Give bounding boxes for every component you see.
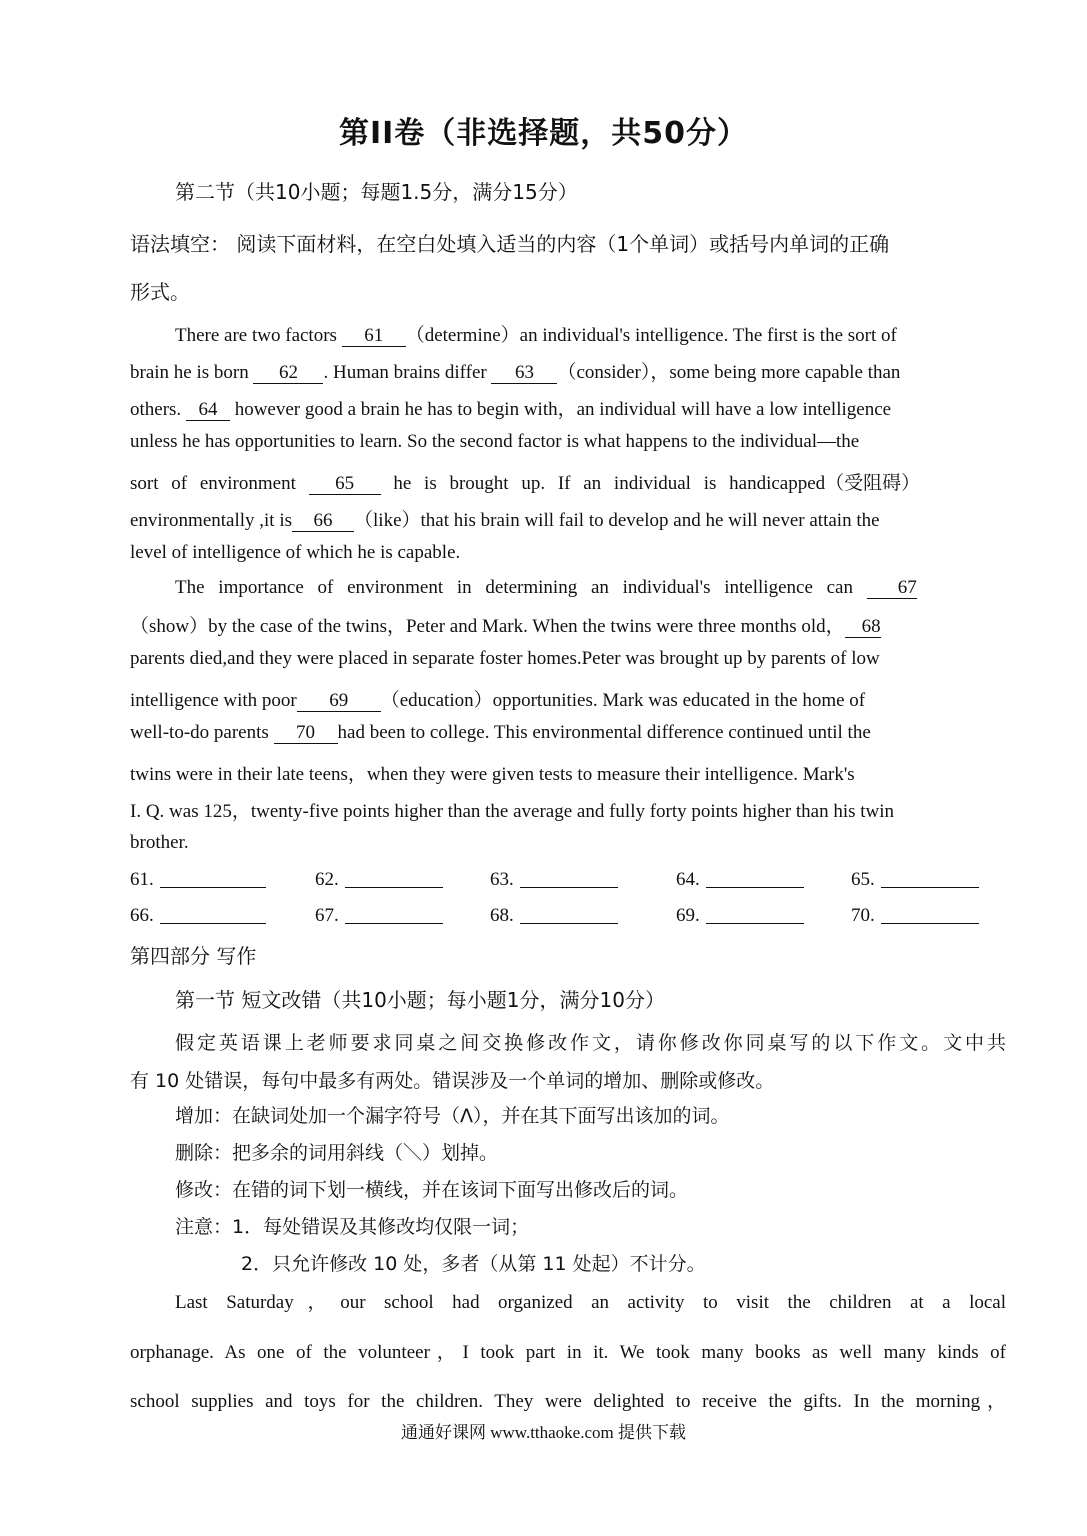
blank-70: 70 — [274, 723, 338, 744]
answer-blank-69[interactable]: 69. — [676, 905, 804, 927]
blank-62: 62 — [253, 363, 323, 384]
answer-blank-66[interactable]: 66. — [130, 905, 266, 927]
essay-line: school supplies and toys for the children. They were delighted to receive the gifts. In the morning， — [130, 1391, 1006, 1412]
passage-line: twins were in their late teens，when they were given tests to measure their intelligence. Mark's — [130, 764, 855, 785]
blank-68: 68 — [845, 617, 881, 638]
passage-line: brain he is born 62 . Human brains differ 63 （consider），some being more capable than — [130, 362, 901, 383]
essay-line: Last Saturday，our school had organized an activity to visit the children at a local — [175, 1292, 1006, 1313]
instruction-line-1: 语法填空： 阅读下面材料，在空白处填入适当的内容（1个单词）或括号内单词的正确 — [130, 232, 890, 256]
answer-blank-65[interactable]: 65. — [851, 869, 979, 891]
note-1: 注意：1．每处错误及其修改均仅限一词； — [175, 1216, 530, 1238]
essay-line: orphanage. As one of the volunteer，I took part in it. We took many books as well many kinds of — [130, 1342, 1006, 1363]
instruction-line-2: 形式。 — [130, 280, 190, 304]
answer-blank-62[interactable]: 62. — [315, 869, 443, 891]
instruction-paragraph: 假定英语课上老师要求同桌之间交换修改作文，请你修改你同桌写的以下作文。文中共 — [175, 1032, 1006, 1054]
page-title: 第II卷（非选择题，共50分） — [338, 116, 749, 151]
passage-line: unless he has opportunities to learn. So the second factor is what happens to the individual—the — [130, 431, 860, 452]
rule-add: 增加：在缺词处加一个漏字符号（Λ），并在其下面写出该加的词。 — [175, 1105, 730, 1127]
passage-line: I. Q. was 125，twenty-five points higher than the average and fully forty points higher than his twin — [130, 801, 895, 822]
answer-blank-70[interactable]: 70. — [851, 905, 979, 927]
section1-header: 第一节 短文改错（共10小题；每小题1分，满分10分） — [175, 988, 665, 1012]
passage-line: others. 64 however good a brain he has to begin with，an individual will have a low intelligence — [130, 399, 892, 420]
answer-blank-67[interactable]: 67. — [315, 905, 443, 927]
passage-line: environmentally ,it is 66 （like）that his brain will fail to develop and he will never attain the — [130, 510, 880, 531]
section2-header: 第二节（共10小题；每题1.5分，满分15分） — [175, 180, 578, 204]
passage-line: （show）by the case of the twins，Peter and Mark. When the twins were three months old， 68 — [130, 616, 881, 637]
answer-blank-68[interactable]: 68. — [490, 905, 618, 927]
blank-65: 65 — [309, 474, 381, 495]
passage-line: sort of environment 65 he is brought up. If an individual is handicapped（受阻碍） — [130, 473, 921, 494]
passage-line: level of intelligence of which he is capable. — [130, 542, 461, 563]
passage-line: intelligence with poor 69 （education）opportunities. Mark was educated in the home of — [130, 690, 866, 711]
passage-line: There are two factors 61 （determine）an individual's intelligence. The first is the sort of — [175, 325, 897, 346]
blank-66: 66 — [292, 511, 354, 532]
note-2: 2．只允许修改 10 处，多者（从第 11 处起）不计分。 — [241, 1253, 706, 1275]
answer-blank-63[interactable]: 63. — [490, 869, 618, 891]
passage-line: well-to-do parents 70 had been to college. This environmental difference continued until the — [130, 722, 871, 743]
blank-69: 69 — [297, 691, 381, 712]
passage-line: brother. — [130, 832, 189, 853]
instruction-paragraph: 有 10 处错误，每句中最多有两处。错误涉及一个单词的增加、删除或修改。 — [130, 1070, 775, 1092]
rule-modify: 修改：在错的词下划一横线，并在该词下面写出修改后的词。 — [175, 1179, 689, 1201]
blank-61: 61 — [342, 326, 406, 347]
passage-line: parents died,and they were placed in separate foster homes.Peter was brought up by parents of low — [130, 648, 880, 669]
part4-header: 第四部分 写作 — [130, 944, 257, 968]
blank-63: 63 — [491, 363, 557, 384]
passage-line: The importance of environment in determining an individual's intelligence can 67 — [175, 577, 917, 598]
answer-blank-64[interactable]: 64. — [676, 869, 804, 891]
footer-source: 通通好课网 www.tthaoke.com 提供下载 — [400, 1423, 687, 1442]
answer-blank-61[interactable]: 61. — [130, 869, 266, 891]
blank-67: 67 — [867, 578, 917, 599]
rule-delete: 删除：把多余的词用斜线（＼）划掉。 — [175, 1142, 499, 1164]
blank-64: 64 — [186, 400, 230, 421]
